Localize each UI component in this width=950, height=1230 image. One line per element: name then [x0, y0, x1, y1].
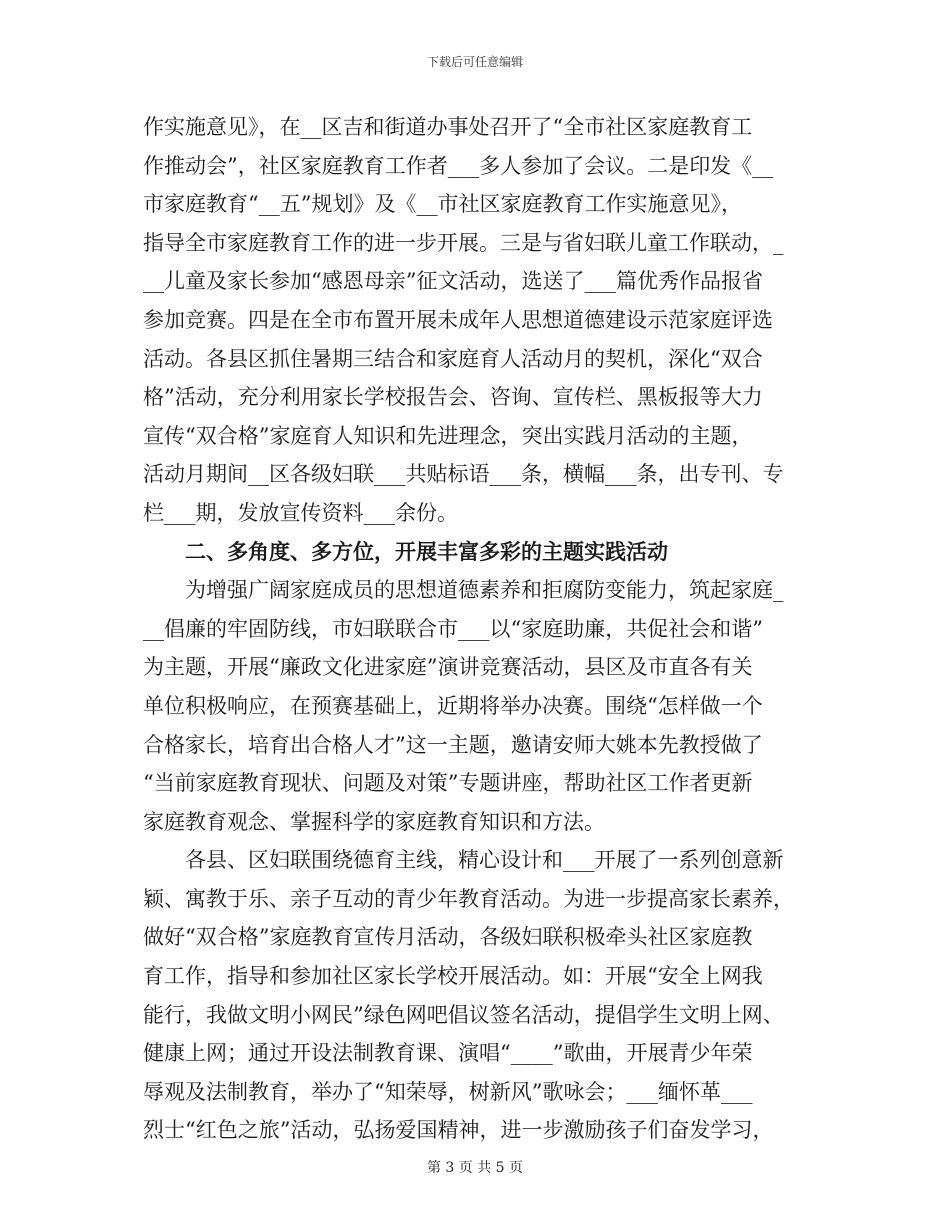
text-line: “当前家庭教育现状、问题及对策”专题讲座，帮助社区工作者更新 — [143, 771, 753, 796]
text-line: 辱观及法制教育，举办了“知荣辱，树新风”歌咏会；___缅怀革___ — [143, 1079, 753, 1104]
text-line: 市家庭教育“__五”规划》及《__市社区家庭教育工作实施意见》， — [143, 192, 742, 217]
text-line: 指导全市家庭教育工作的进一步开展。三是与省妇联儿童工作联动，_ — [143, 230, 784, 255]
text-line: 为增强广阔家庭成员的思想道德素养和拒腐防变能力，筑起家庭_ — [143, 578, 784, 603]
document-body — [143, 108, 809, 1150]
text-line: 家庭教育观念、掌握科学的家庭教育知识和方法。 — [143, 809, 605, 834]
text-line: 作推动会”，社区家庭教育工作者___多人参加了会议。二是印发《__ — [143, 153, 774, 178]
text-line: 活动月期间__区各级妇联___共贴标语___条，横幅___条，出专刊、专 — [143, 462, 784, 487]
text-line: 活动。各县区抓住暑期三结合和家庭育人活动月的契机，深化“双合 — [143, 346, 763, 371]
text-line: 烈士“红色之旅”活动，弘扬爱国精神，进一步激励孩子们奋发学习， — [143, 1118, 774, 1143]
text-line: __儿童及家长参加“感恩母亲”征文活动，选送了___篇优秀作品报省 — [143, 269, 763, 294]
text-line: 格”活动，充分利用家长学校报告会、咨询、宣传栏、黑板报等大力 — [143, 385, 763, 410]
text-line: 单位积极响应，在预赛基础上，近期将举办决赛。围绕“怎样做一个 — [143, 693, 763, 718]
page-header-note: 下载后可任意编辑 — [426, 55, 523, 69]
text-line: 各县、区妇联围绕德育主线，精心设计和___开展了一系列创意新 — [143, 848, 784, 873]
text-line: __倡廉的牢固防线，市妇联联合市___以“家庭助廉，共促社会和谐” — [143, 616, 763, 641]
section-heading: 二、多角度、多方位，开展丰富多彩的主题实践活动 — [143, 538, 668, 564]
text-line: 参加竞赛。四是在全市布置开展未成年人思想道德建设示范家庭评选 — [143, 307, 773, 332]
text-line: 能行，我做文明小网民”绿色网吧倡议签名活动，提倡学生文明上网、 — [143, 1002, 784, 1027]
text-line: 合格家长，培育出合格人才”这一主题，邀请安师大姚本先教授做了 — [143, 732, 763, 757]
text-line: 作实施意见》，在__区吉和街道办事处召开了“全市社区家庭教育工 — [143, 115, 753, 139]
text-line: 为主题，开展“廉政文化进家庭”演讲竞赛活动，县区及市直各有关 — [143, 655, 753, 680]
text-line: 颖、寓教于乐、亲子互动的青少年教育活动。为进一步提高家长素养， — [143, 886, 794, 911]
text-line: 栏___期，发放宣传资料___余份。 — [143, 500, 458, 525]
text-line: 育工作，指导和参加社区家长学校开展活动。如：开展“安全上网我 — [143, 964, 763, 989]
text-line: 做好“双合格”家庭教育宣传月活动，各级妇联积极牵头社区家庭教 — [143, 925, 753, 950]
text-line: 宣传“双合格”家庭育人知识和先进理念，突出实践月活动的主题， — [143, 423, 753, 448]
page-number: 第 3 页 共 5 页 — [426, 1160, 524, 1176]
text-line: 健康上网；通过开设法制教育课、演唱“____”歌曲，开展青少年荣 — [143, 1041, 753, 1066]
